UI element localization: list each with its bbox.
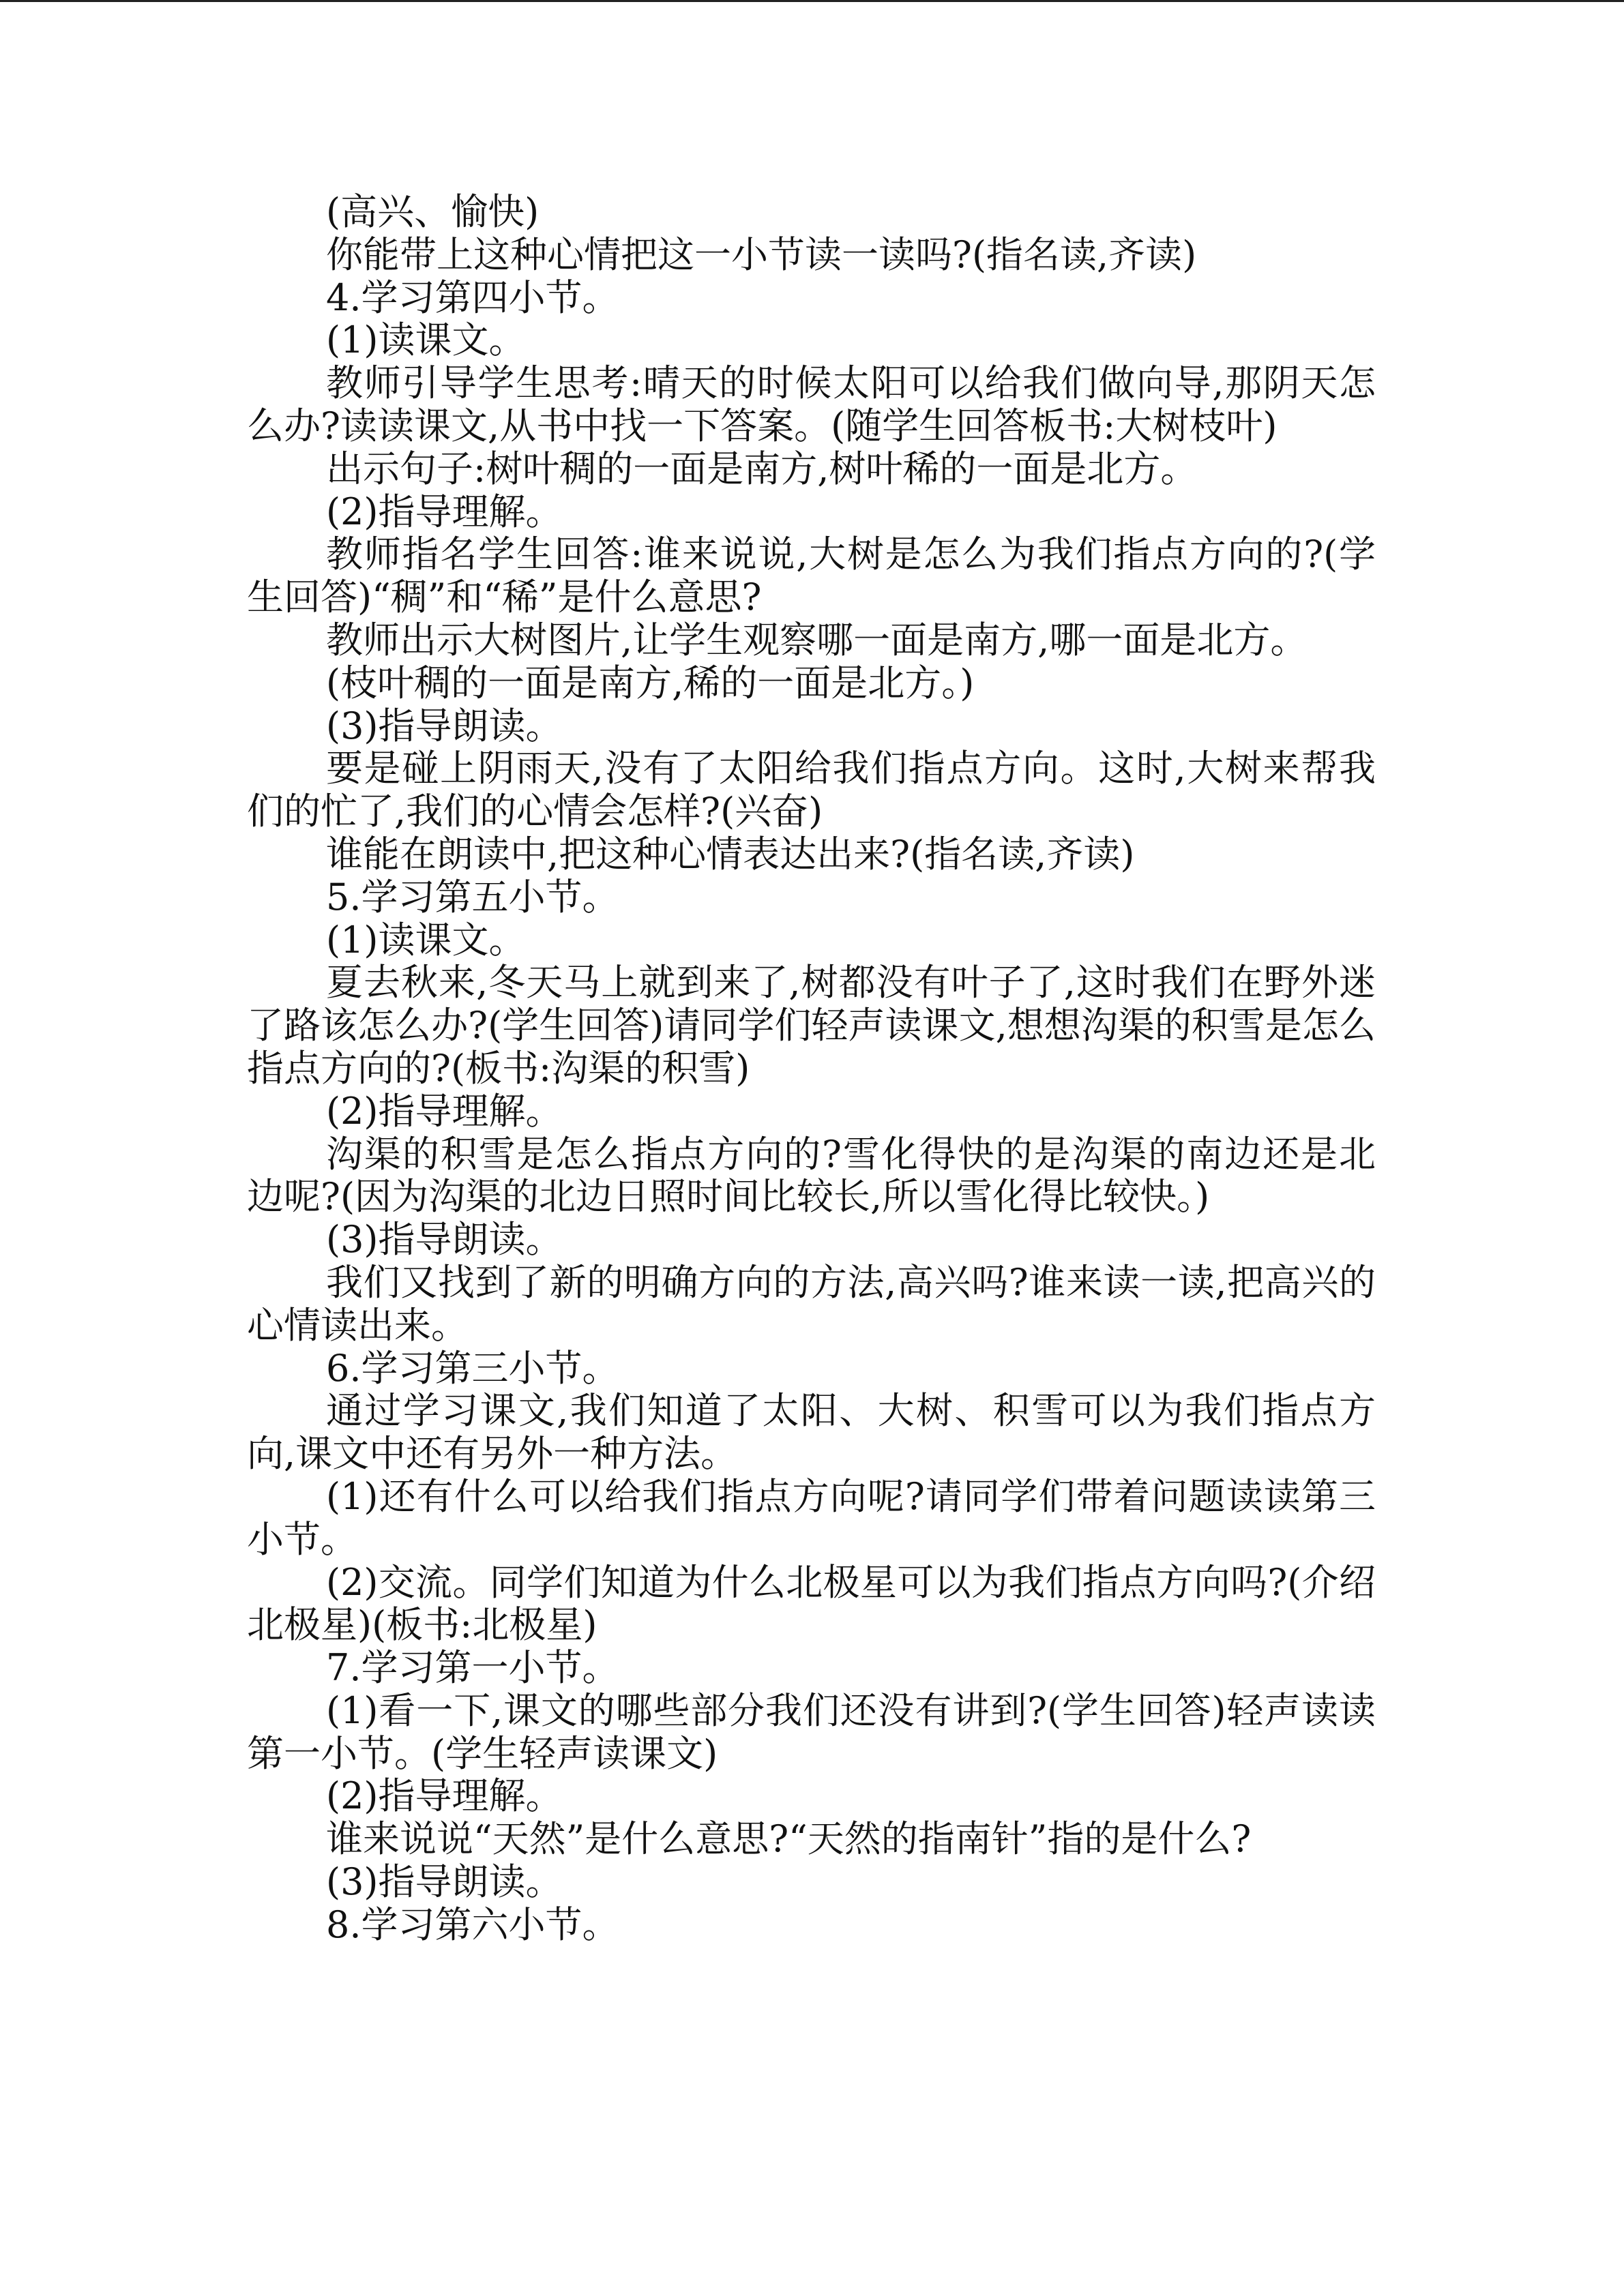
document-body	[247, 191, 1376, 1947]
section-heading: 4.学习第四小节。	[326, 275, 619, 319]
paragraph: 谁来说说“天然”是什么意思?“天然的指南针”指的是什么?	[326, 1817, 1252, 1861]
paragraph: 通过学习课文,我们知道了太阳、大树、积雪可以为我们指点方向,课文中还有另外一种方法。	[247, 1389, 1376, 1476]
paragraph: (枝叶稠的一面是南方,稀的一面是北方。)	[326, 661, 975, 704]
section-heading: 8.学习第六小节。	[326, 1903, 619, 1946]
paragraph: 谁能在朗读中,把这种心情表达出来?(指名读,齐读)	[326, 832, 1135, 876]
section-heading: 6.学习第三小节。	[326, 1346, 619, 1390]
paragraph: 教师指名学生回答:谁来说说,大树是怎么为我们指点方向的?(学生回答)“稠”和“稀”是什么意思?	[247, 533, 1376, 619]
paragraph: (3)指导朗读。	[326, 704, 563, 747]
paragraph: (1)读课文。	[326, 318, 526, 362]
section-heading: 7.学习第一小节。	[326, 1646, 619, 1690]
paragraph: (高兴、愉快)	[326, 190, 540, 233]
paragraph: (1)读课文。	[326, 918, 526, 961]
paragraph: 我们又找到了新的明确方向的方法,高兴吗?谁来读一读,把高兴的心情读出来。	[247, 1260, 1376, 1347]
paragraph: 教师出示大树图片,让学生观察哪一面是南方,哪一面是北方。	[326, 618, 1308, 661]
paragraph: (1)还有什么可以给我们指点方向呢?请同学们带着问题读读第三小节。	[247, 1474, 1376, 1561]
paragraph: 要是碰上阴雨天,没有了太阳给我们指点方向。这时,大树来帮我们的忙了,我们的心情会怎样?(兴奋)	[247, 747, 1376, 833]
paragraph: (3)指导朗读。	[326, 1860, 563, 1904]
paragraph: 出示句子:树叶稠的一面是南方,树叶稀的一面是北方。	[326, 447, 1198, 490]
top-border-line	[0, 0, 1624, 2]
paragraph: 教师引导学生思考:晴天的时候太阳可以给我们做向导,那阴天怎么办?读读课文,从书中找一下答案。(随学生回答板书:大树枝叶)	[247, 361, 1376, 447]
paragraph: (2)交流。同学们知道为什么北极星可以为我们指点方向吗?(介绍北极星)(板书:北极星)	[247, 1560, 1376, 1647]
paragraph: (2)指导理解。	[326, 1774, 563, 1818]
paragraph: (1)看一下,课文的哪些部分我们还没有讲到?(学生回答)轻声读读第一小节。(学生轻声读课文)	[247, 1688, 1376, 1775]
paragraph: (2)指导理解。	[326, 1089, 563, 1133]
paragraph: 沟渠的积雪是怎么指点方向的?雪化得快的是沟渠的南边还是北边呢?(因为沟渠的北边日照时间比较长,所以雪化得比较快。)	[247, 1132, 1376, 1219]
paragraph: 夏去秋来,冬天马上就到来了,树都没有叶子了,这时我们在野外迷了路该怎么办?(学生回答)请同学们轻声读课文,想想沟渠的积雪是怎么指点方向的?(板书:沟渠的积雪)	[247, 961, 1376, 1090]
paragraph: (2)指导理解。	[326, 490, 563, 533]
paragraph: (3)指导朗读。	[326, 1218, 563, 1262]
paragraph: 你能带上这种心情把这一小节读一读吗?(指名读,齐读)	[326, 233, 1197, 276]
section-heading: 5.学习第五小节。	[326, 875, 619, 919]
